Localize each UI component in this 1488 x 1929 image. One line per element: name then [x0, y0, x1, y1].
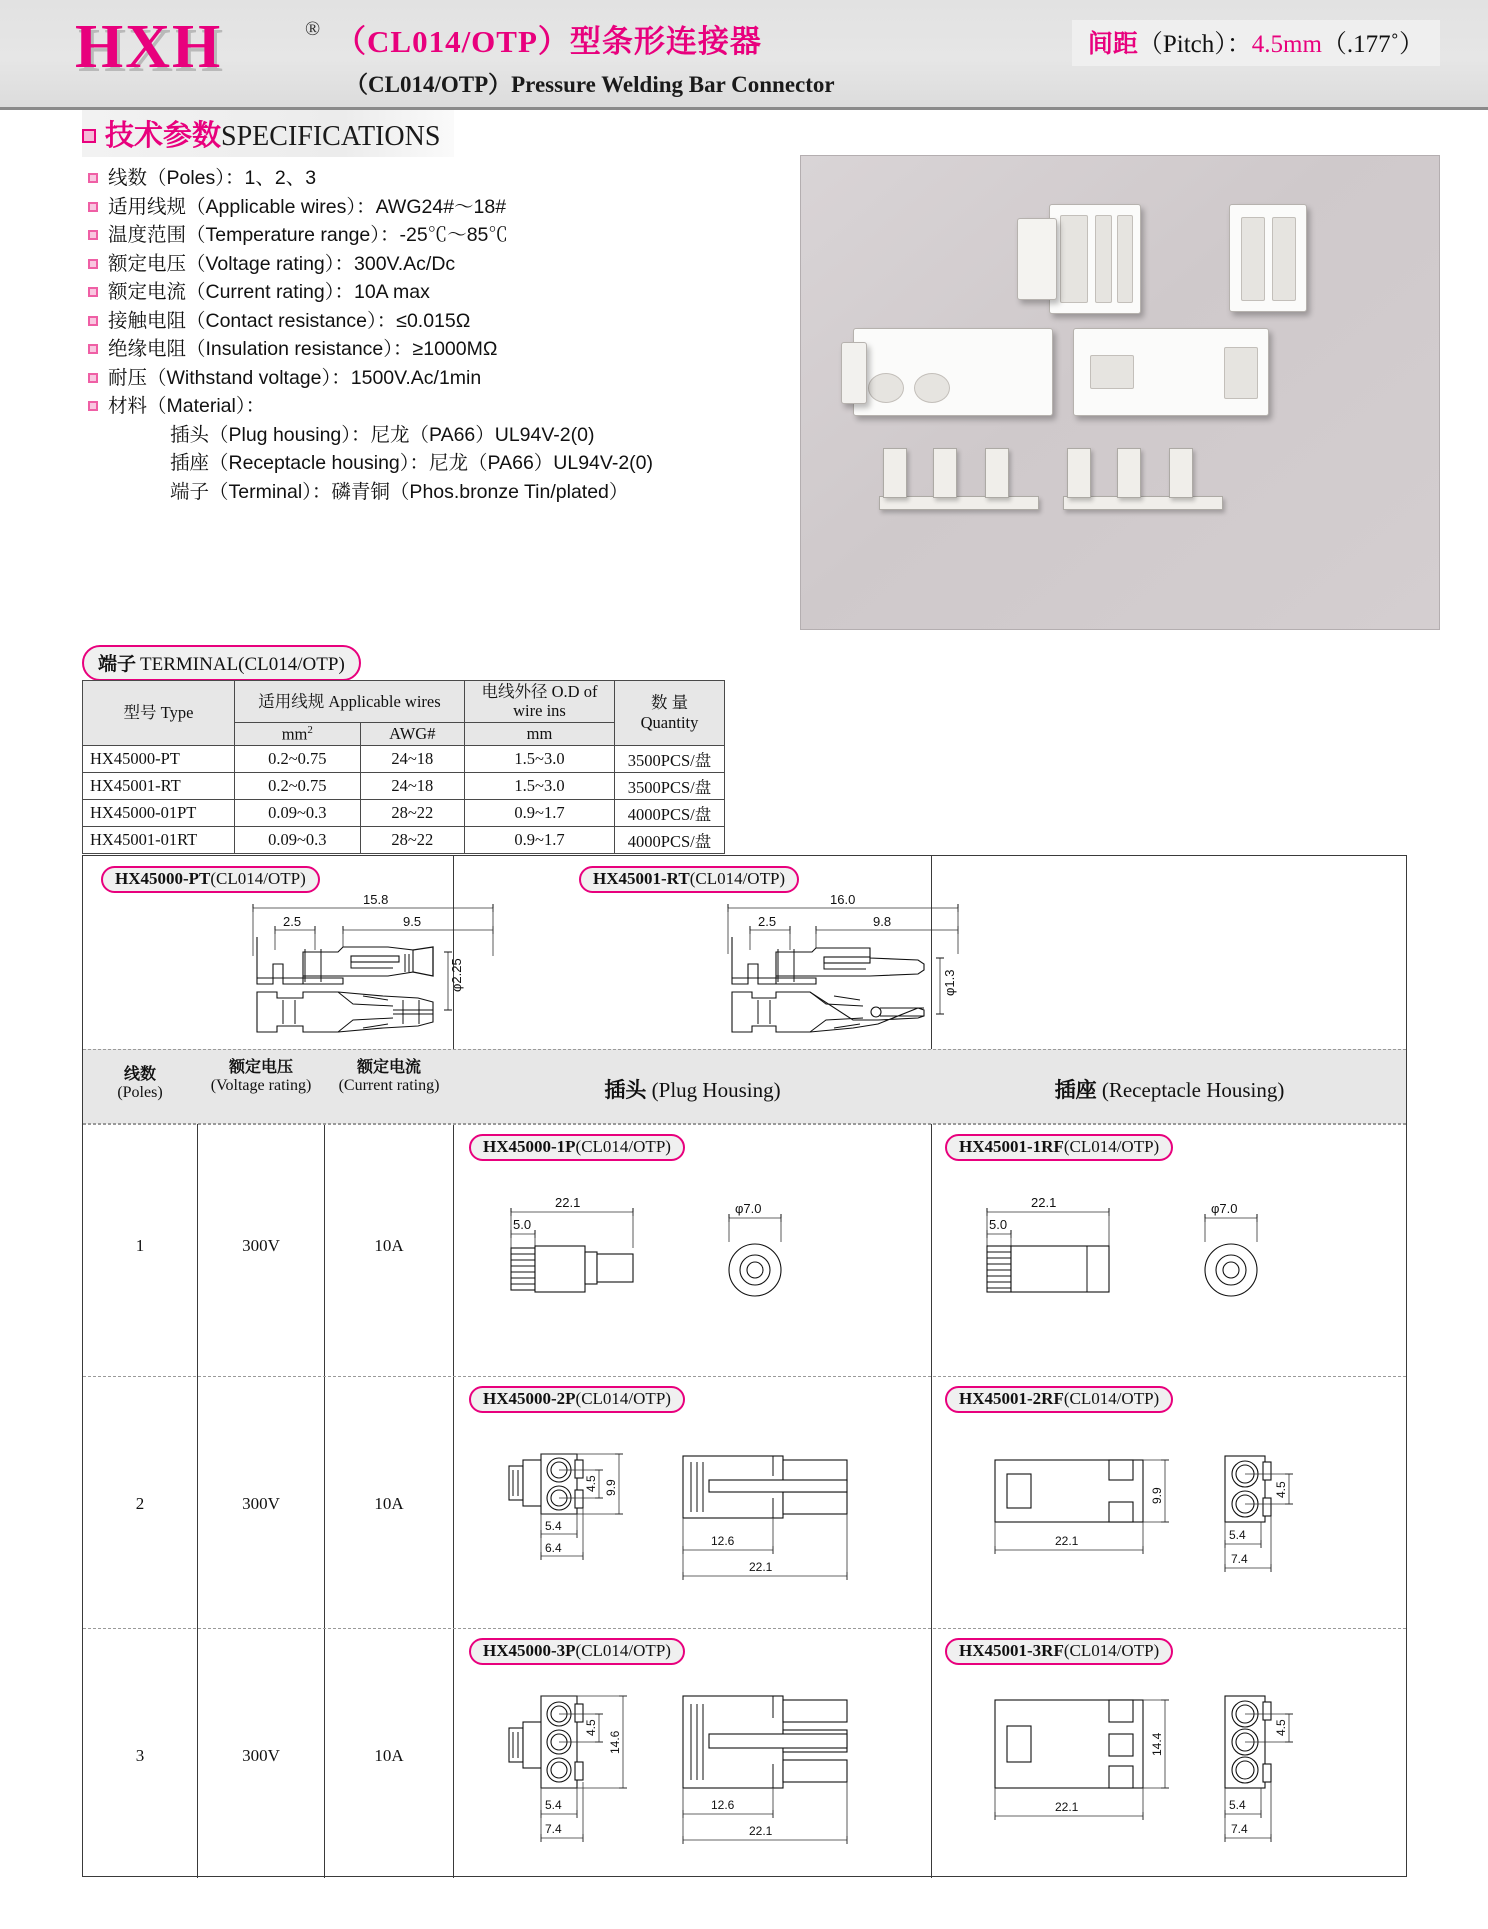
- cell-qty: 4000PCS/盘: [615, 799, 725, 826]
- dim-dia-recept1: φ7.0: [1211, 1201, 1238, 1216]
- dim-2p5-plug: 2.5: [283, 914, 302, 929]
- cell-type: HX45000-PT: [83, 745, 235, 772]
- dim-w2-recept2: 7.4: [1231, 1552, 1248, 1566]
- photo-connector-3p-rear: [1049, 204, 1141, 314]
- cell-awg: 24~18: [360, 772, 464, 799]
- dim-len1-plug3: 12.6: [711, 1798, 735, 1812]
- pitch-label-en: （Pitch）：: [1137, 31, 1252, 58]
- recept-tag-suffix: (CL014/OTP): [1063, 1137, 1160, 1156]
- spec-item: [88, 307, 760, 336]
- dim-w1-plug3: 5.4: [545, 1798, 562, 1812]
- header-current-en: (Current rating): [338, 1076, 440, 1094]
- dim-dia-plug1: φ7.0: [735, 1201, 762, 1216]
- recept-tag-pill: [945, 1386, 1173, 1413]
- photo-terminal-1: [883, 448, 907, 498]
- spec-item: [88, 221, 760, 250]
- dim-len-recept1: 22.1: [1031, 1195, 1057, 1210]
- terminal-drawing-tag-plug: [101, 866, 320, 893]
- plug-tag-code: HX45000-1P: [483, 1137, 576, 1156]
- dim-len-recept2: 22.1: [1055, 1534, 1079, 1548]
- dim-len2-plug2: 22.1: [749, 1560, 773, 1574]
- col-od-en: O.D of wire ins: [513, 682, 598, 721]
- recept-tag-pill: [945, 1134, 1173, 1161]
- terminal-drawing-plug: [243, 892, 553, 1042]
- cell-od: 0.9~1.7: [465, 799, 615, 826]
- dim-w1-plug2: 5.4: [545, 1519, 562, 1533]
- cell-mm2: 0.2~0.75: [235, 745, 361, 772]
- spec-item: [88, 335, 760, 364]
- plug-tag-suffix: (CL014/OTP): [575, 1641, 671, 1660]
- col-od-cn: 电线外径: [481, 682, 548, 701]
- terminal-tag-code: HX45000-PT: [115, 869, 211, 888]
- plug-tag-2p: [469, 1386, 685, 1413]
- col-qty-en: Quantity: [640, 712, 699, 732]
- recept-tag-3rf: [945, 1638, 1173, 1665]
- terminal-label-pill: [82, 645, 361, 681]
- header-poles-en: (Poles): [117, 1083, 163, 1101]
- cell-voltage-2: 300V: [242, 1494, 280, 1513]
- plug-tag-suffix: (CL014/OTP): [575, 1137, 671, 1156]
- bullet-square-icon: [88, 202, 98, 212]
- col-type-cn: 型号: [123, 703, 157, 723]
- plug-tag-pill: [469, 1386, 685, 1413]
- cell-awg: 28~22: [360, 799, 464, 826]
- terminal-label-en: TERMINAL(CL014/OTP): [140, 654, 345, 675]
- dim-w2-plug2: 6.4: [545, 1541, 562, 1555]
- dim-overall-recept: 16.0: [830, 892, 856, 907]
- header-current-cn: 额定电流: [356, 1059, 421, 1076]
- recept-tag-1rf: [945, 1134, 1173, 1161]
- photo-terminal-4: [1067, 448, 1091, 498]
- header-recept-en: (Receptacle Housing): [1101, 1078, 1285, 1102]
- header-recept-cn: 插座: [1054, 1078, 1097, 1102]
- company-logo: HXH: [75, 13, 223, 81]
- dim-w1-recept2: 5.4: [1229, 1528, 1246, 1542]
- spec-item-text: 温度范围（Temperature range）：-25℃～85℃: [108, 224, 508, 246]
- dim-pitch-recept3: 4.5: [1274, 1719, 1288, 1736]
- bullet-square-icon: [88, 287, 98, 297]
- cell-type: HX45001-01RT: [83, 826, 235, 853]
- cell-current-2: 10A: [374, 1494, 404, 1513]
- table-row: [83, 745, 725, 772]
- recept-tag-pill: [945, 1638, 1173, 1665]
- row-divider-top-1: [83, 1124, 1406, 1125]
- col-type-en: Type: [160, 703, 194, 723]
- header-voltage-cn: 额定电压: [228, 1059, 293, 1076]
- dim-pitch-recept2: 4.5: [1274, 1481, 1288, 1498]
- col-mm2-sup: 2: [307, 723, 313, 736]
- cell-poles-2: 2: [135, 1494, 145, 1513]
- pitch-label-cn: 间距: [1087, 31, 1138, 58]
- col-qty: [615, 681, 725, 746]
- terminal-tag-pill: [101, 866, 320, 893]
- header-plug-housing: [454, 1074, 931, 1104]
- header-voltage-en: (Voltage rating): [210, 1076, 312, 1094]
- photo-terminal-3: [985, 448, 1009, 498]
- page-title-cn: （CL014/OTP）型条形连接器: [335, 24, 762, 59]
- recept-tag-2rf: [945, 1386, 1173, 1413]
- dim-nose-plug1: 5.0: [513, 1217, 532, 1232]
- spec-item: [88, 250, 760, 279]
- col-mm2-label: mm: [281, 724, 308, 744]
- bullet-square-icon: [88, 259, 98, 269]
- plug-tag-code: HX45000-3P: [483, 1641, 576, 1660]
- plug-tag-3p: [469, 1638, 685, 1665]
- table-row: [83, 799, 725, 826]
- header-plug-en: (Plug Housing): [651, 1078, 781, 1102]
- dim-9p8-recept: 9.8: [873, 914, 892, 929]
- cell-voltage-3: 300V: [242, 1746, 280, 1765]
- col-mm2: [235, 722, 361, 745]
- specifications-title: [82, 110, 454, 157]
- spec-item-text: 额定电流（Current rating）：10A max: [108, 281, 430, 303]
- recept-tag-suffix: (CL014/OTP): [1063, 1389, 1160, 1408]
- dim-height-plug2: 9.9: [604, 1479, 618, 1496]
- bullet-square-icon: [88, 230, 98, 240]
- page-header: [0, 0, 1488, 110]
- terminal-label-cn: 端子: [98, 654, 137, 675]
- row-divider-1-2: [83, 1376, 1406, 1377]
- dim-2p5-recept: 2.5: [758, 914, 777, 929]
- plug-drawing-2p: [483, 1446, 923, 1606]
- cell-type: HX45000-01PT: [83, 799, 235, 826]
- cell-mm2: 0.09~0.3: [235, 799, 361, 826]
- recept-tag-code: HX45001-2RF: [959, 1389, 1064, 1408]
- spec-item-text: 耐压（Withstand voltage）：1500V.Ac/1min: [108, 366, 482, 389]
- cell-mm2: 0.09~0.3: [235, 826, 361, 853]
- spec-item-text: 线数（Poles）：1、2、3: [108, 167, 317, 189]
- cell-qty: 4000PCS/盘: [615, 826, 725, 853]
- pitch-inch: （.177˚）: [1321, 31, 1424, 58]
- spec-item: [88, 392, 760, 421]
- dim-len-plug1: 22.1: [555, 1195, 581, 1210]
- photo-connector-3p-front: [1017, 218, 1057, 300]
- plug-tag-pill: [469, 1134, 685, 1161]
- col-wires-en: Applicable wires: [328, 691, 441, 711]
- dim-w1-recept3: 5.4: [1229, 1798, 1246, 1812]
- material-subitem: 插头（Plug housing）：尼龙（PA66）UL94V-2(0): [170, 423, 595, 446]
- cell-mm2: 0.2~0.75: [235, 772, 361, 799]
- bullet-square-icon: [88, 373, 98, 383]
- cell-poles-1: 1: [135, 1236, 145, 1255]
- table-row: [83, 826, 725, 853]
- recept-tag-suffix: (CL014/OTP): [1063, 1641, 1160, 1660]
- dim-w2-plug3: 7.4: [545, 1822, 562, 1836]
- spec-item-text: 适用线规（Applicable wires）：AWG24#～18#: [108, 195, 507, 218]
- cell-od: 1.5~3.0: [465, 772, 615, 799]
- cell-qty: 3500PCS/盘: [615, 772, 725, 799]
- spec-item-text: 绝缘电阻（Insulation resistance）：≥1000MΩ: [108, 338, 498, 360]
- spec-item-text: 接触电阻（Contact resistance）：≤0.015Ω: [108, 309, 471, 332]
- terminal-table: [82, 680, 725, 854]
- photo-connector-2p-rear: [1229, 204, 1307, 312]
- header-voltage: [198, 1059, 324, 1094]
- photo-terminal-6: [1169, 448, 1193, 498]
- bullet-square-icon: [88, 344, 98, 354]
- dim-height-recept2: 9.9: [1150, 1487, 1164, 1504]
- header-plug-cn: 插头: [604, 1078, 647, 1102]
- spec-item-text: 材料（Material）：: [108, 395, 266, 417]
- specifications-section: [0, 110, 760, 506]
- recept-drawing-2rf: [959, 1446, 1399, 1606]
- photo-terminal-2: [933, 448, 957, 498]
- cell-current-3: 10A: [374, 1746, 404, 1765]
- bullet-square-icon: [88, 173, 98, 183]
- col-qty-cn: 数 量: [650, 693, 689, 713]
- header-receptacle-housing: [932, 1074, 1407, 1104]
- cell-voltage-1: 300V: [242, 1236, 280, 1255]
- plug-drawing-3p: [483, 1692, 923, 1878]
- header-poles-cn: 线数: [123, 1066, 156, 1083]
- spec-item-text: 额定电压（Voltage rating）：300V.Ac/Dc: [108, 252, 456, 275]
- photo-terminal-strip-right: [1063, 496, 1223, 510]
- col-wires-cn: 适用线规: [258, 691, 325, 711]
- cell-od: 0.9~1.7: [465, 826, 615, 853]
- dim-dia-plug: φ2.25: [449, 958, 464, 992]
- cell-current-1: 10A: [374, 1236, 404, 1255]
- specifications-title-cn: 技术参数: [105, 120, 222, 152]
- cell-poles-3: 3: [135, 1746, 145, 1765]
- table-row: [83, 772, 725, 799]
- photo-housing-left: [853, 328, 1053, 416]
- dim-pitch-plug2: 4.5: [584, 1475, 598, 1492]
- terminal-section-label: [82, 645, 361, 681]
- dim-height-plug3: 14.6: [608, 1730, 622, 1754]
- terminal-table-head: [83, 681, 725, 746]
- spec-item: [88, 164, 760, 193]
- terminal-tag-pill: [579, 866, 799, 893]
- photo-housing-right: [1073, 328, 1269, 416]
- cell-qty: 3500PCS/盘: [615, 745, 725, 772]
- cell-od: 1.5~3.0: [465, 745, 615, 772]
- col-wires: [235, 681, 465, 723]
- plug-tag-1p: [469, 1134, 685, 1161]
- plug-drawing-1p: [493, 1186, 923, 1326]
- photo-terminal-5: [1117, 448, 1141, 498]
- pitch-value: 4.5mm: [1251, 31, 1322, 58]
- spec-item: [88, 364, 760, 393]
- spec-item: [88, 193, 760, 222]
- dim-pitch-plug3: 4.5: [584, 1719, 598, 1736]
- dim-len-recept3: 22.1: [1055, 1800, 1079, 1814]
- recept-tag-code: HX45001-3RF: [959, 1641, 1064, 1660]
- pitch-badge: [1072, 20, 1440, 66]
- cell-awg: 24~18: [360, 745, 464, 772]
- row-divider-2-3: [83, 1628, 1406, 1629]
- dim-len1-plug2: 12.6: [711, 1534, 735, 1548]
- bullet-square-icon: [88, 401, 98, 411]
- cell-awg: 28~22: [360, 826, 464, 853]
- dim-9p5-plug: 9.5: [403, 914, 422, 929]
- dim-len2-plug3: 22.1: [749, 1824, 773, 1838]
- plug-tag-suffix: (CL014/OTP): [575, 1389, 671, 1408]
- col-od: [465, 681, 615, 723]
- dim-height-recept3: 14.4: [1150, 1732, 1164, 1756]
- material-subitem: 插座（Receptacle housing）：尼龙（PA66）UL94V-2(0): [170, 452, 654, 474]
- plug-tag-pill: [469, 1638, 685, 1665]
- specifications-title-en: SPECIFICATIONS: [221, 121, 441, 152]
- registered-trademark-icon: ®: [305, 18, 321, 40]
- terminal-tag-code: HX45001-RT: [593, 869, 690, 888]
- plug-tag-code: HX45000-2P: [483, 1389, 576, 1408]
- terminal-drawing-tag-recept: [579, 866, 799, 893]
- terminal-table-body: [83, 745, 725, 853]
- col-mm: mm: [465, 722, 615, 745]
- col-awg: AWG#: [360, 722, 464, 745]
- terminal-tag-suffix: (CL014/OTP): [210, 869, 306, 888]
- recept-drawing-1rf: [969, 1186, 1399, 1326]
- dim-overall-plug: 15.8: [363, 892, 389, 907]
- recept-tag-code: HX45001-1RF: [959, 1137, 1064, 1156]
- recept-drawing-3rf: [959, 1692, 1399, 1878]
- dim-nose-recept1: 5.0: [989, 1217, 1008, 1232]
- photo-terminal-strip-left: [879, 496, 1039, 510]
- header-current: [325, 1059, 453, 1094]
- terminal-drawing-recept: [718, 892, 1028, 1042]
- dim-dia-recept: φ1.3: [942, 969, 957, 996]
- page-title-en: （CL014/OTP）Pressure Welding Bar Connector: [345, 72, 835, 97]
- specifications-list: [88, 164, 760, 506]
- main-specification-table: [82, 855, 1407, 1877]
- table-header-row: [83, 681, 725, 723]
- product-photo: [800, 155, 1440, 630]
- header-poles: [83, 1066, 197, 1101]
- dim-w2-recept3: 7.4: [1231, 1822, 1248, 1836]
- spec-item: [88, 278, 760, 307]
- col-type: [83, 681, 235, 746]
- bullet-square-icon: [88, 316, 98, 326]
- material-subitem: 端子（Terminal）：磷青铜（Phos.bronze Tin/plated）: [170, 480, 629, 503]
- bullet-square-icon: [82, 129, 96, 143]
- cell-type: HX45001-RT: [83, 772, 235, 799]
- terminal-tag-suffix: (CL014/OTP): [689, 869, 786, 888]
- photo-housing-left-nose: [841, 342, 867, 404]
